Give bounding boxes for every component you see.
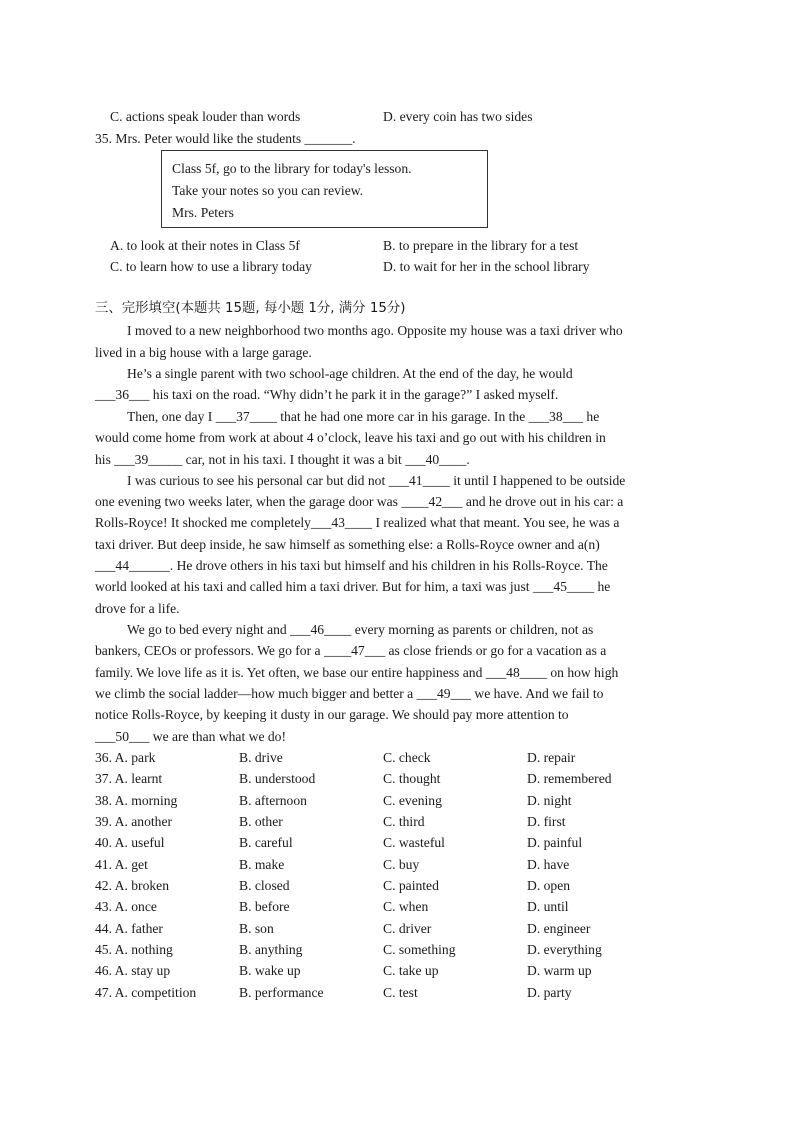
q35-option-c: C. to learn how to use a library today: [110, 259, 312, 274]
choice-d: D. party: [527, 985, 572, 1000]
q35-option-a: A. to look at their notes in Class 5f: [110, 238, 300, 253]
choice-b: B. drive: [239, 750, 283, 765]
passage-line: ___44______. He drove others in his taxi but himself and his children in his Rolls-Royce. The: [95, 558, 608, 573]
choice-b: B. understood: [239, 771, 316, 786]
passage-line: ___50___ we are than what we do!: [95, 729, 287, 744]
passage-line: He’s a single parent with two school-age children. At the end of the day, he would: [127, 366, 573, 381]
choice-b: B. careful: [239, 835, 293, 850]
choice-b: B. afternoon: [239, 793, 307, 808]
choice-b: B. wake up: [239, 963, 301, 978]
passage-line: one evening two weeks later, when the garage door was ____42___ and he drove out in his car: a: [95, 494, 624, 509]
passage-line: lived in a big house with a large garage.: [95, 345, 312, 360]
passage-line: we climb the social ladder—how much bigger and better a ___49___ we have. And we fail to: [95, 686, 604, 701]
choice-b: B. son: [239, 921, 274, 936]
choice-row: [0, 749, 794, 767]
choice-d: D. engineer: [527, 921, 591, 936]
choice-row: [0, 834, 794, 852]
choice-d: D. painful: [527, 835, 583, 850]
choice-b: B. before: [239, 899, 290, 914]
choice-d: D. first: [527, 814, 566, 829]
choice-a: 40. A. useful: [95, 835, 165, 850]
choice-c: C. check: [383, 750, 431, 765]
choice-c: C. driver: [383, 921, 432, 936]
passage-line: Then, one day I ___37____ that he had one more car in his garage. In the ___38___ he: [127, 409, 600, 424]
choice-d: D. night: [527, 793, 572, 808]
choice-d: D. repair: [527, 750, 576, 765]
choice-c: C. take up: [383, 963, 439, 978]
choice-a: 46. A. stay up: [95, 963, 171, 978]
choice-row: [0, 941, 794, 959]
choice-c: C. buy: [383, 857, 420, 872]
passage-line: bankers, CEOs or professors. We go for a ____47___ as close friends or go for a vacation as a: [95, 643, 607, 658]
choice-c: C. something: [383, 942, 456, 957]
passage-line: I was curious to see his personal car but did not ___41____ it until I happened to be outside: [127, 473, 626, 488]
passage-line: ___36___ his taxi on the road. “Why didn’t he park it in the garage?” I asked myself.: [95, 387, 559, 402]
choice-a: 45. A. nothing: [95, 942, 173, 957]
passage-line: family. We love life as it is. Yet often, we base our entire happiness and ___48____ on how high: [95, 665, 619, 680]
choice-d: D. open: [527, 878, 571, 893]
choice-c: C. third: [383, 814, 425, 829]
choice-d: D. warm up: [527, 963, 592, 978]
choice-a: 42. A. broken: [95, 878, 170, 893]
q35-stem: 35. Mrs. Peter would like the students _______.: [95, 131, 356, 146]
choice-a: 43. A. once: [95, 899, 157, 914]
passage-line: We go to bed every night and ___46____ every morning as parents or children, not as: [127, 622, 594, 637]
passage-line: world looked at his taxi and called him a taxi driver. But for him, a taxi was just ___45____ he: [95, 579, 611, 594]
passage-line: taxi driver. But deep inside, he saw himself as something else: a Rolls-Royce owner and a(n): [95, 537, 600, 552]
choice-row: [0, 877, 794, 895]
choice-row: [0, 920, 794, 938]
choice-a: 37. A. learnt: [95, 771, 163, 786]
choice-row: [0, 792, 794, 810]
passage-line: his ___39_____ car, not in his taxi. I thought it was a bit ___40____.: [95, 452, 470, 467]
section-heading: 三、完形填空(本题共 15题, 每小题 1分, 满分 15分): [95, 301, 406, 316]
note-line: Class 5f, go to the library for today's lesson.: [172, 161, 412, 176]
choice-b: B. performance: [239, 985, 324, 1000]
choice-c: C. test: [383, 985, 418, 1000]
choice-a: 38. A. morning: [95, 793, 178, 808]
choice-d: D. remembered: [527, 771, 612, 786]
q34-option-d: D. every coin has two sides: [383, 109, 533, 124]
choice-row: [0, 813, 794, 831]
passage-line: would come home from work at about 4 o’clock, leave his taxi and go out with his children in: [95, 430, 606, 445]
choice-row: [0, 962, 794, 980]
choice-c: C. painted: [383, 878, 439, 893]
note-line: Take your notes so you can review.: [172, 183, 364, 198]
choice-row: [0, 898, 794, 916]
choice-c: C. thought: [383, 771, 441, 786]
choice-a: 47. A. competition: [95, 985, 197, 1000]
choice-a: 39. A. another: [95, 814, 173, 829]
q35-note-box: [161, 150, 488, 228]
choice-row: [0, 856, 794, 874]
note-line: Mrs. Peters: [172, 205, 234, 220]
passage-line: Rolls-Royce! It shocked me completely___43____ I realized what that meant. You see, he was a: [95, 515, 620, 530]
choice-b: B. anything: [239, 942, 303, 957]
q35-option-d: D. to wait for her in the school library: [383, 259, 590, 274]
passage-line: notice Rolls-Royce, by keeping it dusty in our garage. We should pay more attention to: [95, 707, 569, 722]
choice-row: [0, 984, 794, 1002]
choice-a: 41. A. get: [95, 857, 148, 872]
choice-b: B. other: [239, 814, 283, 829]
choice-d: D. everything: [527, 942, 602, 957]
choice-d: D. have: [527, 857, 570, 872]
q34-option-c: C. actions speak louder than words: [110, 109, 301, 124]
choice-c: C. when: [383, 899, 429, 914]
choice-a: 36. A. park: [95, 750, 156, 765]
passage-line: I moved to a new neighborhood two months ago. Opposite my house was a taxi driver who: [127, 323, 623, 338]
choice-a: 44. A. father: [95, 921, 163, 936]
choice-c: C. wasteful: [383, 835, 445, 850]
choice-b: B. make: [239, 857, 285, 872]
q35-option-b: B. to prepare in the library for a test: [383, 238, 579, 253]
choice-b: B. closed: [239, 878, 290, 893]
passage-line: drove for a life.: [95, 601, 180, 616]
choice-c: C. evening: [383, 793, 442, 808]
choice-d: D. until: [527, 899, 569, 914]
choice-row: [0, 770, 794, 788]
